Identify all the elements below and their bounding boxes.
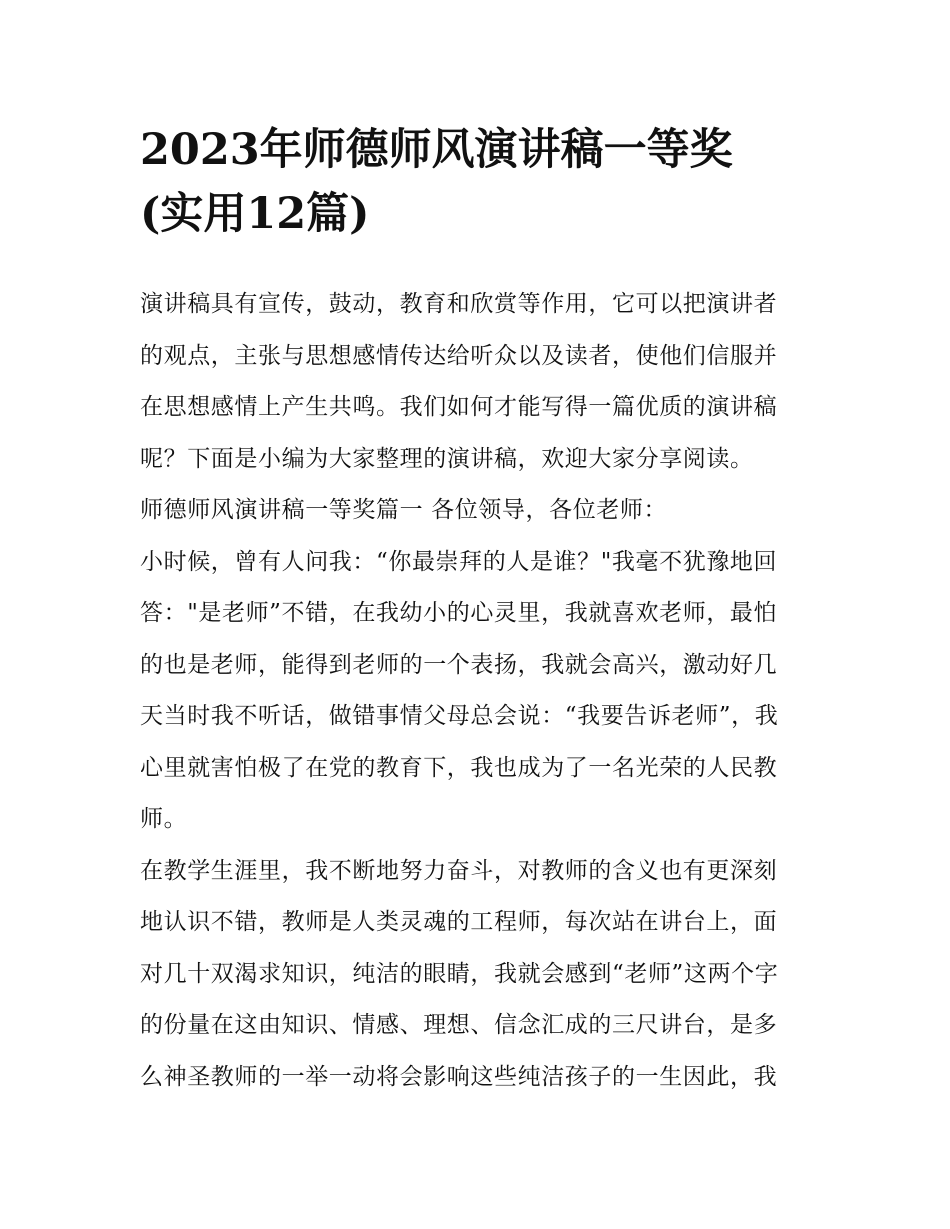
body-line: 地认识不错，教师是人类灵魂的工程师，每次站在讲台上，面 — [140, 909, 778, 935]
body-line: 答："是老师”不错，在我幼小的心灵里，我就喜欢老师，最怕 — [140, 600, 778, 626]
body-line: 的份量在这由知识、情感、理想、信念汇成的三尺讲台，是多 — [140, 1012, 778, 1038]
body-line: 呢？下面是小编为大家整理的演讲稿，欢迎大家分享阅读。 — [140, 445, 754, 472]
body-line: 对几十双渴求知识，纯洁的眼睛，我就会感到“老师”这两个字 — [140, 960, 779, 987]
body-line: 心里就害怕极了在党的教育下，我也成为了一名光荣的人民教 — [140, 754, 778, 781]
body-line: 演讲稿具有宣传，鼓动，教育和欣赏等作用，它可以把演讲者 — [140, 291, 778, 317]
body-line: 么神圣教师的一举一动将会影响这些纯洁孩子的一生因此，我 — [140, 1063, 778, 1090]
document-title — [140, 118, 830, 246]
body-line: 天当时我不听话，做错事情父母总会说：“我要告诉老师”，我 — [140, 703, 779, 729]
document-body — [140, 279, 820, 1103]
body-line: 在思想感情上产生共鸣。我们如何才能写得一篇优质的演讲稿 — [140, 394, 778, 420]
body-line: 小时候，曾有人问我：“你最崇拜的人是谁？"我毫不犹豫地回 — [140, 548, 778, 575]
section-heading-line: 师德师风演讲稿一等奖篇一 各位领导，各位老师： — [140, 497, 668, 523]
body-line: 的观点，主张与思想感情传达给听众以及读者，使他们信服并 — [140, 342, 778, 369]
title-line-2: (实用12篇) — [140, 189, 370, 239]
body-line: 师。 — [140, 806, 188, 832]
title-line-1: 2023年师德师风演讲稿一等奖 — [140, 125, 733, 175]
body-line: 的也是老师，能得到老师的一个表扬，我就会高兴，激动好几 — [140, 651, 778, 678]
body-line: 在教学生涯里，我不断地努力奋斗，对教师的含义也有更深刻 — [140, 857, 778, 884]
